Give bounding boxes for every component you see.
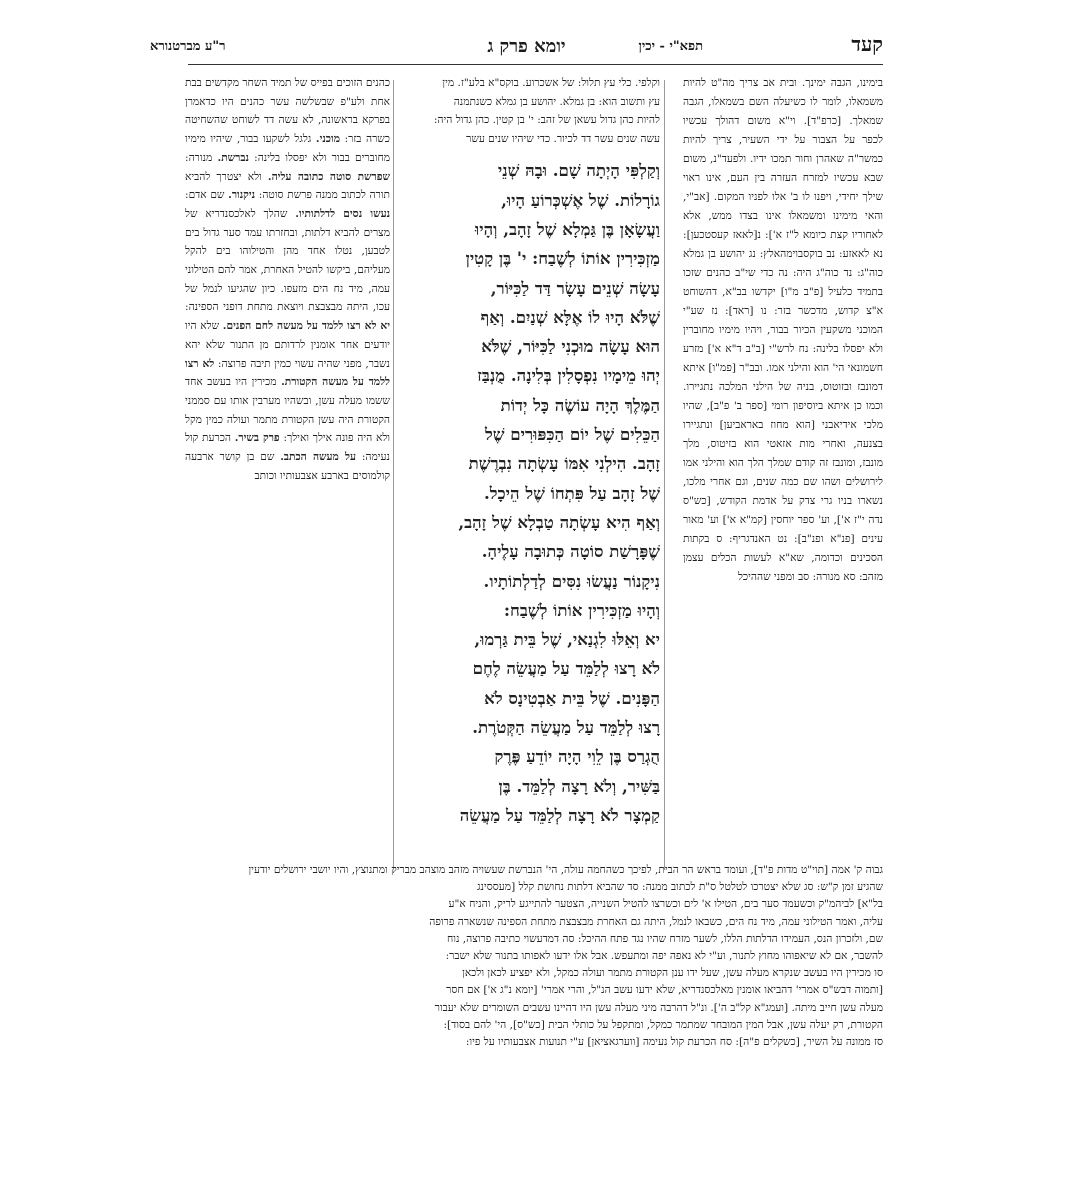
dibbur-hamatchil: מוכני. [315,133,340,146]
footnote-line: בל"א] לביהמ"ק וכשעמד סער בים, הטילו א' לים וכשרצו להטיל השנייה, הצטער להתייגע לריק, והניח א"ע [448,898,883,911]
commentary-text: מנורה: [185,151,213,164]
header-rule [188,64,883,65]
dibbur-hamatchil: נעשו נסים לדלתותיו. [295,207,391,220]
mishnah-line: רָצוּ לְלַמֵּד עַל מַעֲשֵׂה הַקְּטֹרֶת. [472,717,660,738]
mishnah-text [398,156,660,830]
dibbur-hamatchil: יא לא רצו ללמד על מעשה לחם הפנים. [222,320,390,333]
dibbur-hamatchil: נברשת. [217,151,249,164]
mishnah-line: מַזְכִּירִין אוֹתוֹ לְשֶׁבַח: י' בֶּן קָטִין [465,248,660,269]
mishnah-line: נִיקָנוֹר נַעֲשׂוּ נִסִּים לְדַלְתוֹתָיו. [483,570,660,591]
commentary-text: גלגל לשקעו בבור, שיהיו מימיו מחוברים בבור ולא יפסלו בלינה: [185,133,390,164]
commentary-text: שהלך לאלכסנדריא של מצרים להביא דלתות, ובחזרתו עמד סער גדול בים לטבען, נטלו אחד מהן והטילוהו בים להקל מעליהם, ביקשו להטיל האחרת, אמר להם הטילוני עמה, מיד נח הים מזעפו. כיון שהגיעו לנמל של עכו, היתה מבצבצת ויוצאת מתחת דופני הספינה: [185,207,390,314]
commentary-text: ולא יצטרך להביא תורה לכתוב ממנה פרשת סוטה: [185,170,390,202]
mishnah-line: וַעֲשָׂאָן בֶּן גַּמְלָא שֶׁל זָהָב, וְהָיוּ [475,218,660,239]
footnotes-block [185,862,883,1122]
column-divider [664,80,665,870]
mishnah-column [398,74,660,894]
tractate-title: יומא פרק ג [487,36,566,57]
commentary-text: כהנים הזוכים בפייס של תמיד השחר מקדשים בבת אחת ולע"פ שבשלשה עשר כהנים היו כדאמרן בפרקא בראשונה, לא עשה דד לשוחט שהשחיטה כשרה בזר: [185,77,390,146]
mishnah-line: הוּא עָשָׂה מוּכְנִי לַכִּיּוֹר, שֶׁלֹּא [481,336,660,357]
footnote-line: סז ממונה על השיר, [כשקלים פ"ה]: סח הכרעת קול נעימה [ווערגאציאן] ע"י תנועות אצבעותיו על פיו: [465,1036,883,1049]
page-number: קעד [851,32,883,56]
footnote-line: שהגיע זמן ק"ש: סג שלא יצטרכו לטלטל ס"ת לכתוב ממנה: סד שהביא דלתות נחושת קלל [מעססינג [477,881,883,894]
dibbur-hamatchil: שפרשת סוטה כתובה עליה. [267,170,390,183]
column-divider [393,80,394,870]
mishnah-line: וְקַלְפִּי הָיְתָה שָׁם. וּבָהּ שְׁנֵי [497,160,660,181]
commentary-line: עשה שנים עשר דד לכיור. כדי שיהיו שנים עשר [466,132,660,145]
commentary-line: וקלפי. כלי עץ תלול: של אשכרוע. בוקס"א בלע"ז. מין [442,77,660,89]
commentary-text: הכרעת קול נעימה: [185,432,390,464]
mishnah-line: הֻגְרַס בֶּן לֵוִי הָיָה יוֹדֵעַ פֶּרֶק [494,746,660,767]
mishnah-line: עָשָׂה שְׁנֵים עָשָׂר דַּד לַכִּיּוֹר, [490,277,660,298]
footnote-line: הקטורת, רק יעלה עשן, אבל המין המובחר שמתמר כמקל, ומתקפל על כותלי הבית [כש"ס], הי' להם בסוד]: [443,1018,883,1031]
dibbur-hamatchil: לא רצו ללמד על מעשה הקטורת. [185,357,390,389]
mishnah-line: שֶׁלֹּא הָיוּ לוֹ אֶלָּא שְׁנַיִם. וְאַף [480,306,660,327]
commentary-text: שלא היו יודעים אחר אומנין לרדותם מן התנור שלא יהא נשבר, מפני שהיה עשוי כמין תיבה פרוצה: [185,320,390,370]
mishnah-line: שֶׁפָּרָשַׁת סוֹטָה כְּתוּבָה עָלֶיהָ. [481,541,660,562]
commentary-intro [398,74,660,148]
mishnah-line: זָהָב. הִילְנִי אִמּוֹ עָשְׂתָה נִבְרֶשֶׁת [468,453,660,474]
commentary-title: ר"ע מברטנורא [150,39,226,54]
mishnah-line: בַּשִּׁיר, וְלֹא רָצָה לְלַמֵּד. בֶּן [498,775,660,796]
section-title: תפא"י - יכין [638,39,703,54]
commentary-text: שם אדם: [185,189,225,202]
mishnah-line: יא וְאֵלּוּ לִגְנַאי, שֶׁל בֵּית גַּרְמוּ, [474,629,660,650]
dibbur-hamatchil: פרק בשיר. [234,432,280,445]
footnote-line: גבוה ק' אמה [תוי"ט מדות פ"ד], ועומד בראש הר הבית, לפיכך כשהחמה עולה, הי' הנברשת שעשויה מזהב מוצהב מבריק ומתנוצץ, והיו יושבי ירושלים יודעין [248,864,883,876]
footnote-line: [ותמוה דבש"ס אמרי' דהביאו אומנין מאלכסנדריא, שלא ידעו עשב הנ"ל, והרי אמרי' [יומא נ"ג א'] אם חסר [446,984,883,997]
mishnah-line: וְהָיוּ מַזְכִּירִין אוֹתוֹ לְשֶׁבַח: [503,599,660,620]
footnote-line: סו מכירין היו בעשב שנקרא מעלה עשן, שעל ידו ענן הקטורת מתמר ועולה כמקל, ולא יפציע לכאן ולכאן [462,967,883,980]
commentary-text: שם בן קושר ארבעה קולמוסים בארבע אצבעותיו וכותב [185,451,390,482]
mishnah-line: יְהוּ מֵימָיו נִפְסָלִין בְּלִינָה. מֻנְבַּז [477,365,660,386]
mishnah-line: קַמְצָר לֹא רָצָה לְלַמֵּד עַל מַעֲשֵׂה [459,804,660,825]
footnote-line: להשבר, אם לא שיאפוהו מחוץ לתנור, וע"י לא נאפה יפה ומתעפש. אבל אלו ידעו לאפותו בתנור שלא ישבר: [445,950,883,963]
commentary-line: עץ ותשוב הוא: בן גמלא. יהושע בן גמלא כשנתמנה [453,95,660,108]
mishnah-line: הַמֶּלֶךְ הָיָה עוֹשֶׂה כָּל יְדוֹת [500,394,660,415]
footnote-line: עליה, ואמר הטילוני עמה, מיד נח הים, כשבאו לנמל, היתה גם האחרת מבצבצת מתחת הספינה שנשארה פרופה [429,915,883,928]
tiferet-yisrael-column: בימינו, הגבה ימינך. ובית אב צריך מה"ט להיות משמאלו, לומר לו כשיעלה השם בשמאלו, הגבה שמאלך. [כרפ"ד]. וי"א משום דהולך עכשיו לכפר על הצבור על ידי השעיר, צריך להיות כמשר"ה שאהרן וחור תמכו ידיו. ולפעד"נ, משום שבא עכשיו למזרח העזרה בין העם, אינו ראוי שילך יחידי, ויפנו לו ב' אלו לפניו המקום. [אב"י, והאי מימינו ומשמאלו אינו בצדו ממש, אלא לאחוריו קצת כיומא ל"ז א']: נ[לאאז קעסטכען]: נא לאאזע: נב בוקסבוימהאלץ: נג יהושע בן גמלא כוה"ג: נד כוה"ג היה: נה כדי שי"ב כהנים שזכו בתמיד כלעיל [פ"ב מ"ו] יקדשו בב"א, דהשוחט א"צ קדוש, מדכשר בזר: נו [ראד]: נז שע"י המוכני משקעין הכיור בבור, ויהיו מימיו מחוברין ולא יפסלו בלינה: נח לרש"י [ב"ב ד"א א'] מזרע חשמונאי הי' הוא והילני אמו. ובב"ר [פמ"ו] איתא דמונבז ובזוטוס, בניה של הילני המלכה נתגיירו. וכמו כן איתא ביוסיפון רומי [ספר ב' פ"ב], שהיו מלכי אידיאבני [הוא מחוז באראביען] ונתגיירו בצנעה, ואחרי מות אזאטי הוא בזיטוס, מלך מונבז, ומונבז זה קודם שמלך הלך הוא והילני אמו לירושלים ושהו שם כמה שנים, וגם אחרי מלכו, נשארו בניו גרי צדק על אדמת הקודש, [כש"ס נדה י"ז א'], וע' ספר יוחסין [קמ"א א'] וע' מאור עינים [פנ"א ופנ"ב]: נט האנדגריף: ס בקתות הסכינים וכדומה, שא"א לעשות הכלים עצמן מזהב: סא מנורה: סב ומפני שההיכל [683,77,883,583]
mishnah-line: הַכֵּלִים שֶׁל יוֹם הַכִּפּוּרִים שֶׁל [485,424,660,445]
commentary-line: להיות כהן גדול עשאן של זהב: י' בן קטין. כהן גדול היה: [433,114,660,127]
mishnah-line: הַפָּנִים. שֶׁל בֵּית אַבְטִינָס לֹא [484,687,660,708]
dibbur-hamatchil: ניקנור. [228,189,256,202]
footnote-line: מעלה עשן חייב מיתה. [ועמג"א קל"ב ה']. ונ"ל דהרבה מיני מעלה עשן היו דהיינו עשבים השומרים שלא יעבור [434,1001,883,1014]
commentary-text: מכירין היו בעשב אחד ששמו מעלה עשן, ובשהיו מערבין אותו עם סממני הקטורת היה עשן הקטורת מתמר ועולה כמין מקל ולא היה פונה אילך ואילך: [185,376,390,445]
mishnah-line: גוֹרָלוֹת. שֶׁל אֶשְׁכְּרוֹעַ הָיוּ, [501,189,660,210]
mishnah-line: וְאַף הִיא עָשְׂתָה טַבְלָא שֶׁל זָהָב, [458,511,660,532]
mishnah-line: לֹא רָצוּ לְלַמֵּד עַל מַעֲשֵׂה לֶחֶם [472,658,660,679]
footnote-line: שם, ולזכרון הנס, העמידו הדלתות הללו, לשער מזרח שהיו נגד פתח ההיכל: סה דמדעשוי כתיבה פרוצה, נוח [446,932,883,945]
mishnah-line: שֶׁל זָהָב עַל פִּתְחוֹ שֶׁל הֵיכָל. [484,482,660,503]
page-header [150,32,883,64]
bartenura-column [185,74,390,889]
dibbur-hamatchil: על מעשה הכתב. [280,451,356,464]
